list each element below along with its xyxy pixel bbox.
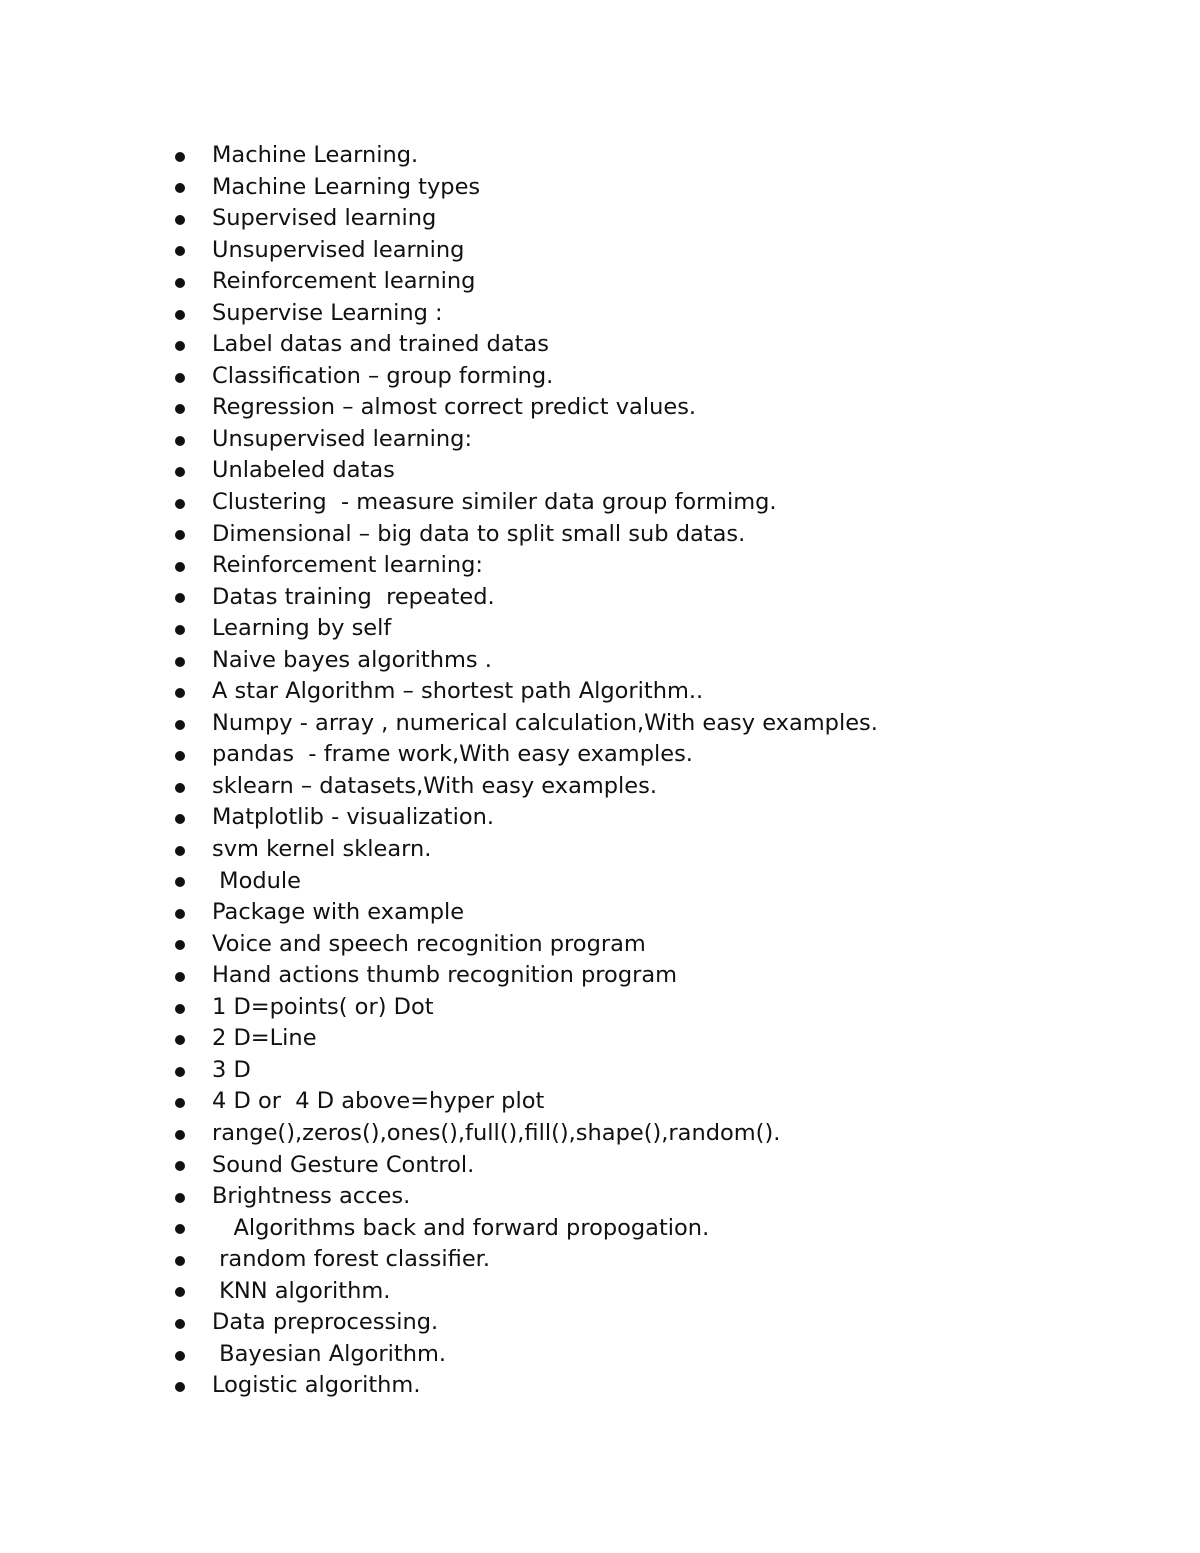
list-item-text: Matplotlib - visualization. (212, 804, 495, 831)
list-item-text: Reinforcement learning (212, 268, 476, 295)
list-item-text: Hand actions thumb recognition program (212, 962, 678, 989)
list-item-text: Clustering - measure similer data group formimg. (212, 489, 777, 516)
bullet-icon (175, 1098, 185, 1108)
list-item (172, 550, 878, 582)
list-item-text: Sound Gesture Control. (212, 1151, 475, 1178)
list-item (172, 1370, 878, 1402)
list-item-text: Machine Learning types (212, 173, 481, 200)
list-item-text: Voice and speech recognition program (212, 930, 646, 957)
list-item (172, 1244, 878, 1276)
list-item (172, 235, 878, 267)
list-item (172, 582, 878, 614)
list-item (172, 645, 878, 677)
list-item-text: Unsupervised learning (212, 236, 465, 263)
bullet-icon (175, 688, 185, 698)
bullet-icon (175, 310, 185, 320)
list-item (172, 1213, 878, 1245)
bullet-icon (175, 215, 185, 225)
list-item-text: Classification – group forming. (212, 362, 554, 389)
list-item (172, 613, 878, 645)
bullet-icon (175, 278, 185, 288)
list-item-text: range(),zeros(),ones(),full(),fill(),shape(),random(). (212, 1119, 781, 1146)
bullet-icon (175, 814, 185, 824)
list-item (172, 771, 878, 803)
list-item-text: Package with example (212, 899, 465, 926)
list-item (172, 455, 878, 487)
list-item (172, 960, 878, 992)
list-item (172, 1307, 878, 1339)
bullet-icon (175, 751, 185, 761)
list-item-text: 1 D=points( or) Dot (212, 993, 434, 1020)
list-item-text: Regression – almost correct predict values. (212, 394, 697, 421)
bullet-icon (175, 1256, 185, 1266)
list-item (172, 866, 878, 898)
list-item-text: 2 D=Line (212, 1025, 317, 1052)
list-item-text: Label datas and trained datas (212, 331, 549, 358)
list-item (172, 519, 878, 551)
list-item (172, 1276, 878, 1308)
bullet-icon (175, 1035, 185, 1045)
list-item-text: Algorithms back and forward propogation. (212, 1214, 710, 1241)
bullet-icon (175, 877, 185, 887)
list-item (172, 739, 878, 771)
list-item (172, 1086, 878, 1118)
list-item-text: Supervise Learning : (212, 299, 443, 326)
list-item (172, 992, 878, 1024)
list-item (172, 897, 878, 929)
list-item-text: Module (212, 867, 301, 894)
bullet-icon (175, 909, 185, 919)
list-item-text: Unsupervised learning: (212, 425, 473, 452)
bullet-icon (175, 436, 185, 446)
list-item-text: Brightness acces. (212, 1183, 411, 1210)
bullet-icon (175, 404, 185, 414)
bullet-icon (175, 152, 185, 162)
list-item-text: random forest classifier. (212, 1246, 491, 1273)
bullet-icon (175, 1130, 185, 1140)
list-item (172, 1023, 878, 1055)
bullet-icon (175, 1287, 185, 1297)
bullet-icon (175, 1161, 185, 1171)
bullet-icon (175, 657, 185, 667)
list-item (172, 676, 878, 708)
bullet-icon (175, 373, 185, 383)
bullet-icon (175, 720, 185, 730)
list-item-text: 4 D or 4 D above=hyper plot (212, 1088, 545, 1115)
list-item (172, 929, 878, 961)
bullet-icon (175, 467, 185, 477)
bullet-icon (175, 530, 185, 540)
list-item-text: 3 D (212, 1056, 251, 1083)
bullet-icon (175, 499, 185, 509)
list-item-text: Datas training repeated. (212, 583, 495, 610)
bullet-icon (175, 1193, 185, 1203)
list-item-text: Supervised learning (212, 205, 437, 232)
bullet-icon (175, 183, 185, 193)
list-item-text: Dimensional – big data to split small sub datas. (212, 520, 746, 547)
list-item (172, 834, 878, 866)
list-item-text: Naive bayes algorithms . (212, 646, 492, 673)
bullet-icon (175, 1351, 185, 1361)
bullet-icon (175, 1067, 185, 1077)
list-item-text: Bayesian Algorithm. (212, 1340, 447, 1367)
list-item (172, 140, 878, 172)
list-item (172, 802, 878, 834)
list-item (172, 329, 878, 361)
bullet-list (172, 140, 878, 1402)
bullet-icon (175, 940, 185, 950)
list-item (172, 172, 878, 204)
list-item (172, 266, 878, 298)
bullet-icon (175, 783, 185, 793)
list-item (172, 708, 878, 740)
list-item-text: pandas - frame work,With easy examples. (212, 741, 693, 768)
bullet-icon (175, 846, 185, 856)
bullet-icon (175, 625, 185, 635)
list-item (172, 424, 878, 456)
bullet-icon (175, 593, 185, 603)
list-item-text: svm kernel sklearn. (212, 836, 432, 863)
list-item-text: Data preprocessing. (212, 1309, 439, 1336)
bullet-icon (175, 1382, 185, 1392)
list-item-text: Logistic algorithm. (212, 1372, 421, 1399)
bullet-icon (175, 972, 185, 982)
bullet-icon (175, 341, 185, 351)
list-item (172, 487, 878, 519)
list-item (172, 1339, 878, 1371)
list-item-text: Reinforcement learning: (212, 552, 483, 579)
list-item-text: Unlabeled datas (212, 457, 395, 484)
list-item-text: Learning by self (212, 615, 392, 642)
list-item-text: Numpy - array , numerical calculation,With easy examples. (212, 709, 878, 736)
bullet-icon (175, 1004, 185, 1014)
list-item (172, 1181, 878, 1213)
bullet-icon (175, 246, 185, 256)
list-item (172, 1055, 878, 1087)
bullet-icon (175, 562, 185, 572)
list-item-text: Machine Learning. (212, 142, 419, 168)
list-item-text: sklearn – datasets,With easy examples. (212, 772, 658, 799)
list-item (172, 361, 878, 393)
list-item-text: A star Algorithm – shortest path Algorithm.. (212, 678, 704, 705)
bullet-icon (175, 1224, 185, 1234)
bullet-icon (175, 1319, 185, 1329)
list-item (172, 392, 878, 424)
list-item (172, 298, 878, 330)
list-item (172, 203, 878, 235)
list-item-text: KNN algorithm. (212, 1277, 391, 1304)
list-item (172, 1150, 878, 1182)
list-item (172, 1118, 878, 1150)
